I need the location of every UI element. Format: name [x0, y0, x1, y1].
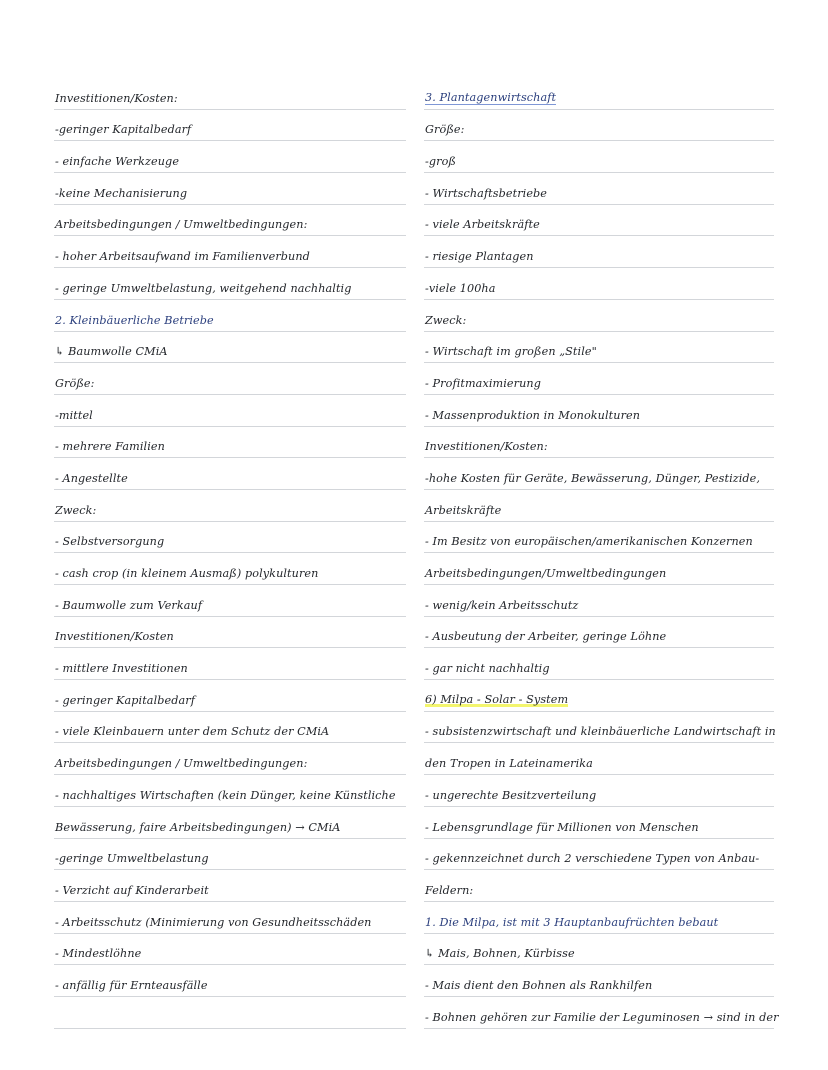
left-column [54, 78, 406, 1029]
ruled-line [424, 490, 774, 522]
ruled-line [424, 236, 774, 268]
note-text: - mehrere Familien [55, 440, 165, 454]
note-text: - Massenproduktion in Monokulturen [425, 408, 641, 422]
note-text: - Mais dient den Bohnen als Rankhilfen [425, 978, 653, 992]
ruled-line [54, 268, 406, 300]
note-text: - wenig/kein Arbeitsschutz [425, 598, 579, 612]
note-text: ↳ Baumwolle CMiA [55, 345, 168, 359]
ruled-line [424, 775, 774, 807]
right-column [424, 78, 779, 1029]
ruled-line [54, 522, 406, 554]
ruled-line [54, 427, 406, 459]
note-text: - Baumwolle zum Verkauf [55, 598, 203, 612]
ruled-line [54, 934, 406, 966]
note-text: 3. Plantagenwirtschaft [425, 90, 557, 104]
ruled-line [54, 363, 406, 395]
note-text: Investitionen/Kosten: [425, 440, 548, 454]
ruled-line [54, 617, 406, 649]
note-text: - subsistenzwirtschaft und kleinbäuerliche Landwirtschaft in [425, 725, 776, 739]
ruled-line [54, 141, 406, 173]
ruled-line [54, 78, 406, 110]
ruled-line [54, 395, 406, 427]
note-text: 2. Kleinbäuerliche Betriebe [55, 313, 214, 327]
note-text: - Bohnen gehören zur Familie der Leguminosen → sind in der [425, 1010, 779, 1024]
ruled-line [424, 617, 774, 649]
ruled-line [54, 712, 406, 744]
ruled-line [424, 110, 774, 142]
ruled-line [54, 997, 406, 1029]
ruled-line [424, 902, 774, 934]
note-text: - Ausbeutung der Arbeiter, geringe Löhne [425, 630, 667, 644]
ruled-line [54, 110, 406, 142]
note-text: Zweck: [425, 313, 467, 327]
ruled-line [54, 585, 406, 617]
note-text: - Wirtschaft im großen „Stile" [425, 345, 597, 359]
ruled-line [424, 965, 774, 997]
note-text: - mittlere Investitionen [55, 662, 188, 676]
note-text: - ungerechte Besitzverteilung [425, 788, 597, 802]
note-text: - Profitmaximierung [425, 376, 541, 390]
ruled-line [54, 205, 406, 237]
note-text: - viele Arbeitskräfte [425, 218, 540, 232]
note-text: -groß [425, 155, 456, 169]
note-text: -geringe Umweltbelastung [55, 852, 209, 866]
note-text: - Im Besitz von europäischen/amerikanischen Konzernen [425, 535, 753, 549]
note-text: Investitionen/Kosten [55, 630, 174, 644]
ruled-line [424, 934, 774, 966]
note-text: - einfache Werkzeuge [55, 155, 180, 169]
ruled-line [54, 553, 406, 585]
ruled-line [424, 997, 779, 1029]
note-text: - Lebensgrundlage für Millionen von Menschen [425, 820, 699, 834]
note-text: - Verzicht auf Kinderarbeit [55, 883, 209, 897]
ruled-line [424, 300, 774, 332]
ruled-line [54, 902, 406, 934]
ruled-line [424, 870, 774, 902]
note-text: - nachhaltiges Wirtschaften (kein Dünger, keine Künstliche [55, 788, 396, 802]
ruled-line [54, 965, 406, 997]
ruled-line [424, 205, 774, 237]
ruled-line [54, 775, 406, 807]
ruled-line [424, 680, 774, 712]
note-text: 1. Die Milpa, ist mit 3 Hauptanbaufrüchten bebaut [425, 915, 719, 929]
note-text: - geringe Umweltbelastung, weitgehend nachhaltig [55, 281, 352, 295]
ruled-line [54, 458, 406, 490]
ruled-line [424, 332, 774, 364]
ruled-line [424, 268, 774, 300]
note-text: - gekennzeichnet durch 2 verschiedene Typen von Anbau- [425, 852, 760, 866]
ruled-line [424, 743, 774, 775]
note-text: Arbeitsbedingungen/Umweltbedingungen [425, 567, 667, 580]
ruled-line [54, 870, 406, 902]
note-text: Größe: [55, 376, 95, 390]
note-text: -geringer Kapitalbedarf [55, 123, 192, 137]
note-text: Arbeitsbedingungen / Umweltbedingungen: [55, 218, 308, 232]
ruled-line [54, 490, 406, 522]
ruled-line [54, 807, 406, 839]
ruled-line [424, 585, 774, 617]
note-text: den Tropen in Lateinamerika [425, 757, 593, 771]
note-text: Arbeitskräfte [425, 503, 502, 517]
note-text: Zweck: [55, 503, 97, 517]
note-text: - anfällig für Ernteausfälle [55, 978, 208, 992]
ruled-line [54, 839, 406, 871]
note-text: -keine Mechanisierung [55, 186, 188, 200]
note-text: Größe: [425, 123, 465, 137]
note-text: - Wirtschaftsbetriebe [425, 186, 548, 200]
note-text: Bewässerung, faire Arbeitsbedingungen) → CMiA [55, 820, 341, 834]
ruled-line [424, 522, 774, 554]
ruled-line [424, 395, 774, 427]
note-text: - geringer Kapitalbedarf [55, 693, 195, 707]
ruled-line [424, 553, 774, 585]
note-text: -mittel [55, 408, 93, 422]
ruled-line [424, 173, 774, 205]
note-text: - riesige Plantagen [425, 250, 534, 264]
note-text: - cash crop (in kleinem Ausmaß) polykulturen [55, 567, 319, 580]
ruled-line [54, 332, 406, 364]
note-text: Investitionen/Kosten: [55, 91, 178, 105]
ruled-line [54, 236, 406, 268]
note-text: - Selbstversorgung [55, 535, 165, 549]
ruled-line [424, 141, 774, 173]
ruled-line [54, 300, 406, 332]
ruled-line [424, 363, 774, 395]
ruled-line [424, 648, 774, 680]
ruled-line [424, 712, 774, 744]
ruled-line [54, 648, 406, 680]
note-text: - Arbeitsschutz (Minimierung von Gesundheitsschäden [55, 915, 372, 929]
note-text: - Mindestlöhne [55, 947, 142, 961]
note-text: -hohe Kosten für Geräte, Bewässerung, Dünger, Pestizide, [425, 471, 761, 485]
note-text: 6) Milpa - Solar - System [425, 692, 569, 706]
ruled-line [424, 458, 774, 490]
ruled-line [424, 807, 774, 839]
ruled-line [54, 173, 406, 205]
ruled-line [54, 743, 406, 775]
ruled-line [424, 78, 774, 110]
ruled-line [424, 839, 774, 871]
note-text: - gar nicht nachhaltig [425, 662, 550, 676]
note-text: - Angestellte [55, 471, 128, 485]
note-text: - viele Kleinbauern unter dem Schutz der CMiA [55, 725, 330, 739]
note-text: - hoher Arbeitsaufwand im Familienverbund [55, 250, 310, 264]
note-text: Feldern: [425, 883, 474, 897]
note-text: -viele 100ha [425, 281, 496, 295]
note-text: Arbeitsbedingungen / Umweltbedingungen: [55, 757, 308, 771]
ruled-line [424, 427, 774, 459]
note-text: ↳ Mais, Bohnen, Kürbisse [425, 947, 575, 961]
ruled-line [54, 680, 406, 712]
